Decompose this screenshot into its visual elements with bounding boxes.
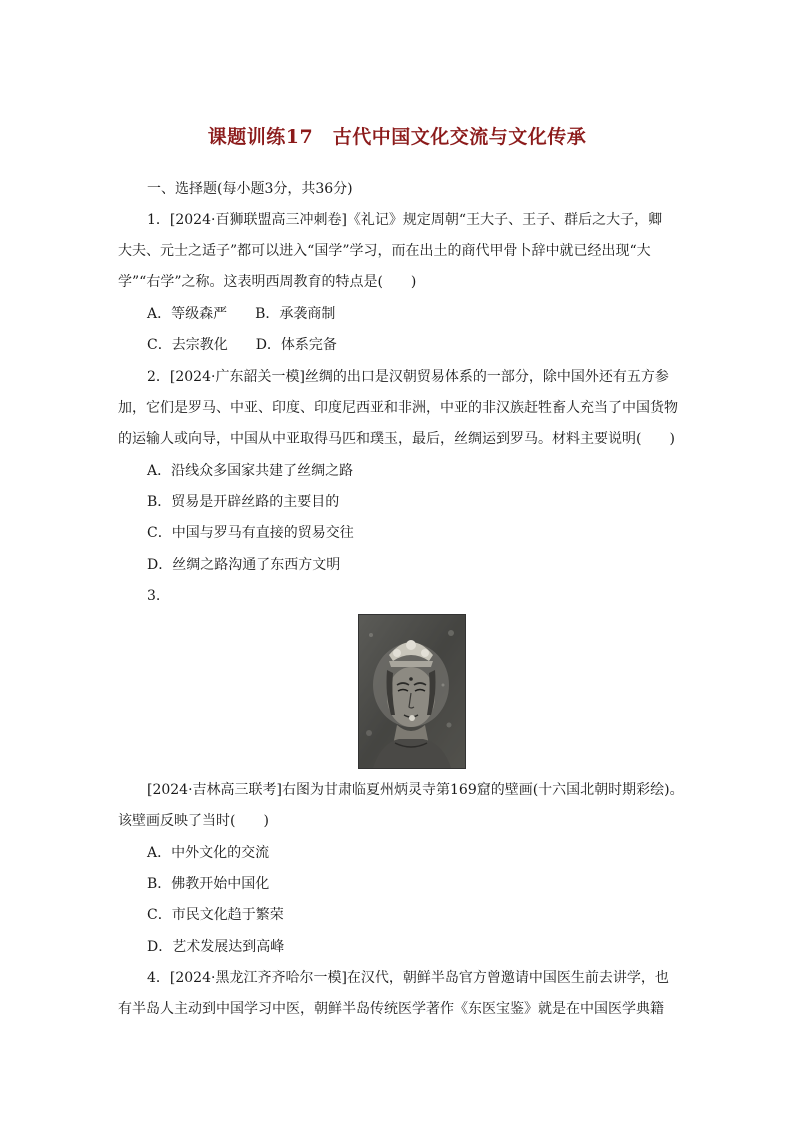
q1-options-row-2: C．去宗教化 D．体系完备: [147, 337, 337, 353]
q2-text-line-1: 2．[2024·广东韶关一模]丝绸的出口是汉朝贸易体系的一部分，除中国外还有五方参: [147, 369, 669, 385]
q3-text-line-2: 该壁画反映了当时( ): [118, 813, 269, 829]
section-heading: 一、选择题(每小题3分，共36分): [147, 181, 353, 197]
q2-option-a: A．沿线众多国家共建了丝绸之路: [147, 463, 354, 479]
q3-option-b: B．佛教开始中国化: [147, 876, 270, 892]
q2-option-b: B．贸易是开辟丝路的主要目的: [147, 494, 340, 510]
page-title: 课题训练17 古代中国文化交流与文化传承: [207, 126, 587, 148]
q2-text-line-2: 加，它们是罗马、中亚、印度、印度尼西亚和非洲，中亚的非汉族赶牲畜人充当了中国货物: [118, 400, 678, 416]
q3-option-d: D．艺术发展达到高峰: [147, 939, 285, 955]
q1-options-row-1: A．等级森严 B．承袭商制: [147, 306, 336, 322]
q2-option-c: C．中国与罗马有直接的贸易交往: [147, 525, 354, 541]
q3-text-line-1: [2024·吉林高三联考]右图为甘肃临夏州炳灵寺第169窟的壁画(十六国北朝时期彩绘)。: [147, 782, 684, 798]
bodhisattva-mural-figure: [359, 615, 465, 768]
q2-option-d: D．丝绸之路沟通了东西方文明: [147, 557, 341, 573]
q3-option-a: A．中外文化的交流: [147, 845, 270, 861]
q3-option-c: C．市民文化趋于繁荣: [147, 907, 284, 923]
q2-text-line-3: 的运输人或向导，中国从中亚取得马匹和璞玉，最后，丝绸运到罗马。材料主要说明( ): [118, 431, 675, 447]
q1-text-line-2: 大夫、元士之适子”都可以进入“国学”学习，而在出土的商代甲骨卜辞中就已经出现“大: [118, 243, 651, 259]
q4-text-line-1: 4．[2024·黑龙江齐齐哈尔一模]在汉代，朝鲜半岛官方曾邀请中国医生前去讲学，也: [147, 970, 669, 986]
q1-text-line-1: 1．[2024·百狮联盟高三冲刺卷]《礼记》规定周朝“王大子、王子、群后之大子，卿: [147, 212, 663, 228]
q4-text-line-2: 有半岛人主动到中国学习中医，朝鲜半岛传统医学著作《东医宝鉴》就是在中国医学典籍: [118, 1001, 664, 1017]
q1-text-line-3: 学”“右学”之称。这表明西周教育的特点是( ): [118, 274, 417, 290]
mural-image: [358, 614, 466, 769]
q3-number: 3.: [147, 588, 161, 604]
